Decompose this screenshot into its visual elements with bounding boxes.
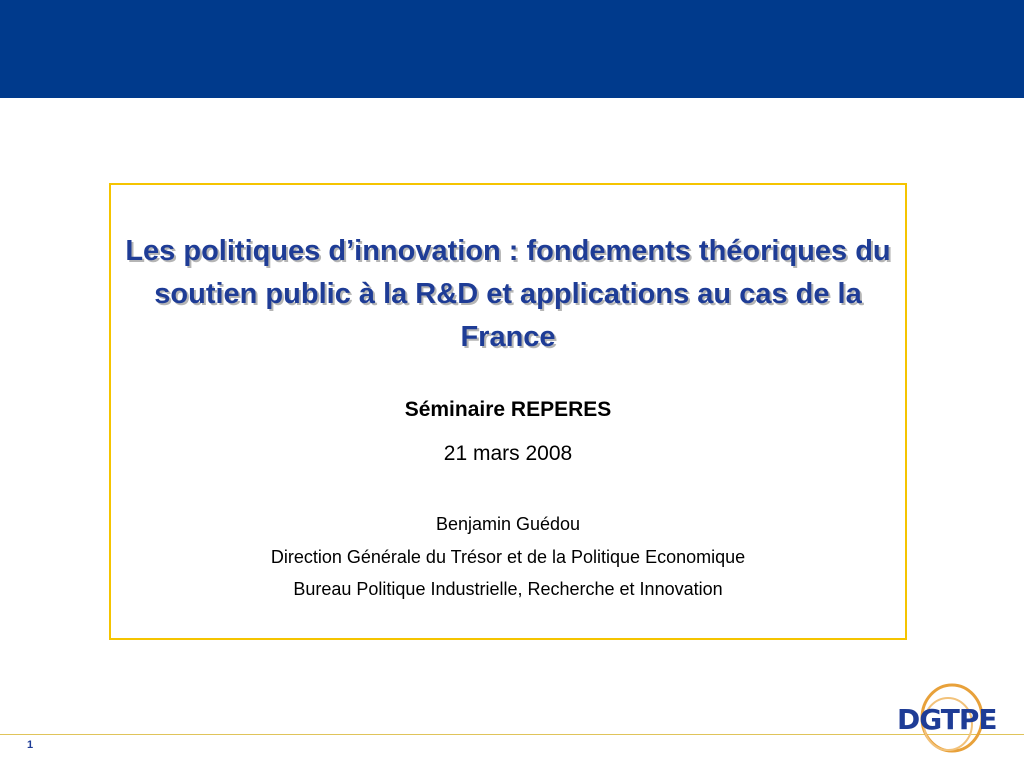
dgtpe-logo [890,676,1000,756]
seminar-name: Séminaire REPERES [404,398,612,421]
seminar-date: 21 mars 2008 [443,442,573,465]
author-organization: Direction Générale du Trésor et de la Politique Economique [270,547,746,567]
title-frame [109,183,907,640]
page-number: 1 [27,739,34,751]
footer-divider [0,734,1024,735]
author-name: Benjamin Guédou [435,514,581,534]
logo-text: DGTPE [897,703,997,736]
header-band [0,0,1024,98]
slide-title: Les politiques d’innovation : fondements théoriques du soutien public à la R&D et applications au cas de la France [125,235,891,353]
author-department: Bureau Politique Industrielle, Recherche et Innovation [293,579,723,599]
